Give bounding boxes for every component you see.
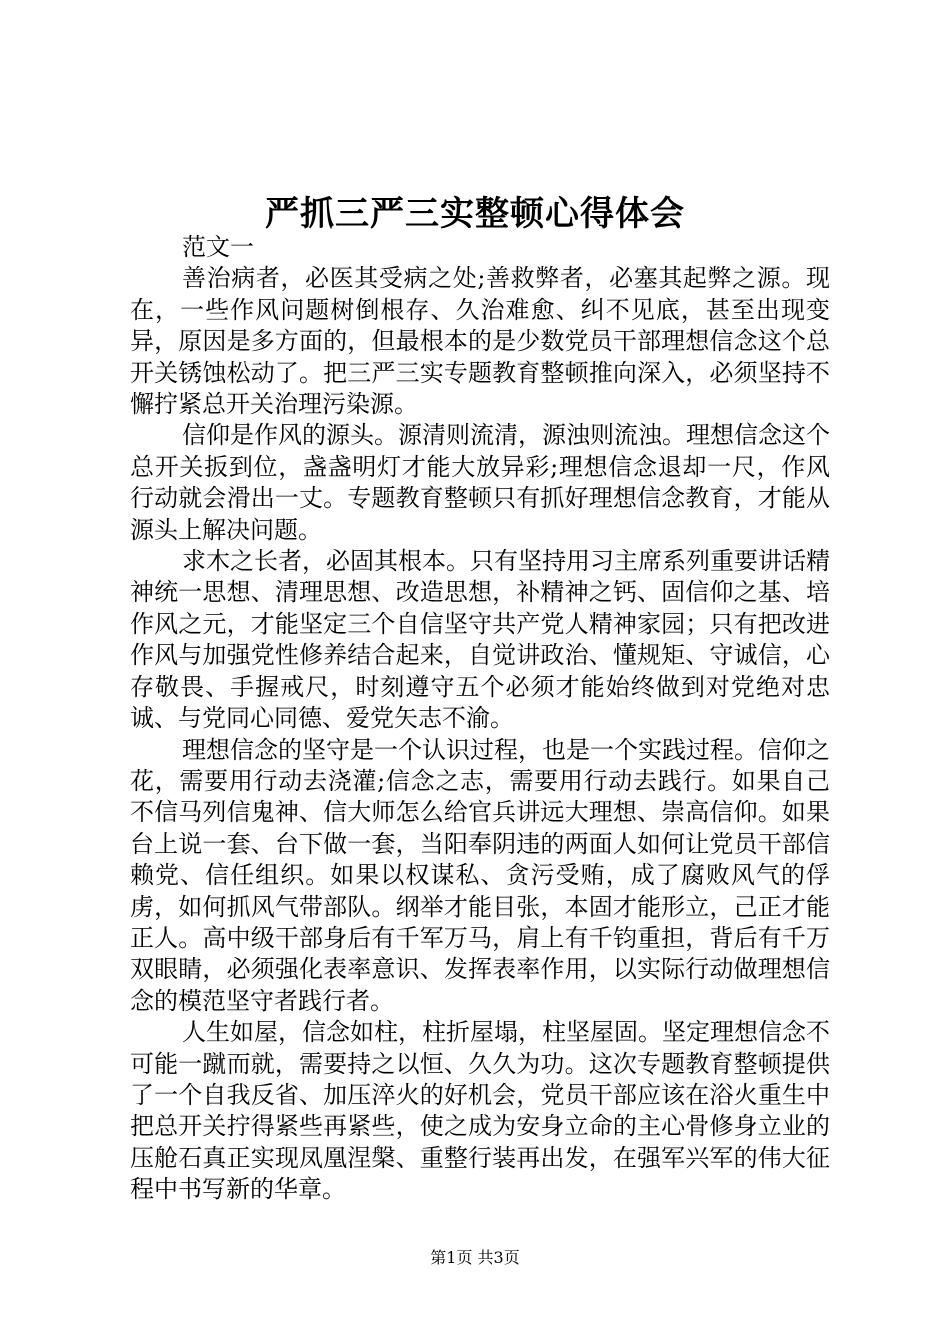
section-label: 范文一 xyxy=(182,233,254,261)
paragraph-2: 信仰是作风的源头。源清则流清，源浊则流浊。理想信念这个总开关扳到位，盏盏明灯才能大放异彩;理想信念退却一尺，作风行动就会滑出一丈。专题教育整顿只有抓好理想信念教育，才能从源头上解决问题。 xyxy=(130,421,830,544)
page-footer: 第1页 共3页 xyxy=(430,1248,520,1267)
paragraph-3: 求木之长者，必固其根本。只有坚持用习主席系列重要讲话精神统一思想、清理思想、改造思想，补精神之钙、固信仰之基、培作风之元，才能坚定三个自信坚守共产党人精神家园；只有把改进作风与加强党性修养结合起来，自觉讲政治、懂规矩、守诚信，心存敬畏、手握戒尺，时刻遵守五个必须才能始终做到对党绝对忠诚、与党同心同德、爱党矢志不渝。 xyxy=(130,547,830,733)
document-body xyxy=(130,232,830,1206)
document-title: 严抓三严三实整顿心得体会 xyxy=(265,194,685,234)
paragraph-4: 理想信念的坚守是一个认识过程，也是一个实践过程。信仰之花，需要用行动去浇灌;信念之志，需要用行动去践行。如果自己不信马列信鬼神、信大师怎么给官兵讲远大理想、崇高信仰。如果台上说一套、台下做一套，当阳奉阴违的两面人如何让党员干部信赖党、信任组织。如果以权谋私、贪污受贿，成了腐败风气的俘虏，如何抓风气带部队。纲举才能目张，本固才能形立，己正才能正人。高中级干部身后有千军万马，肩上有千钧重担，背后有千万双眼睛，必须强化表率意识、发挥表率作用，以实际行动做理想信念的模范坚守者践行者。 xyxy=(130,735,830,1015)
paragraph-5: 人生如屋，信念如柱，柱折屋塌，柱坚屋固。坚定理想信念不可能一蹴而就，需要持之以恒、久久为功。这次专题教育整顿提供了一个自我反省、加压淬火的好机会，党员干部应该在浴火重生中把总开关拧得紧些再紧些，使之成为安身立命的主心骨修身立业的压舱石真正实现凤凰涅槃、重整行装再出发，在强军兴军的伟大征程中书写新的华章。 xyxy=(130,1018,830,1204)
paragraph-1: 善治病者，必医其受病之处;善救弊者，必塞其起弊之源。现在，一些作风问题树倒根存、久治难愈、纠不见底，甚至出现变异，原因是多方面的，但最根本的是少数党员干部理想信念这个总开关锈蚀松动了。把三严三实专题教育整顿推向深入，必须坚持不懈拧紧总开关治理污染源。 xyxy=(130,264,830,419)
